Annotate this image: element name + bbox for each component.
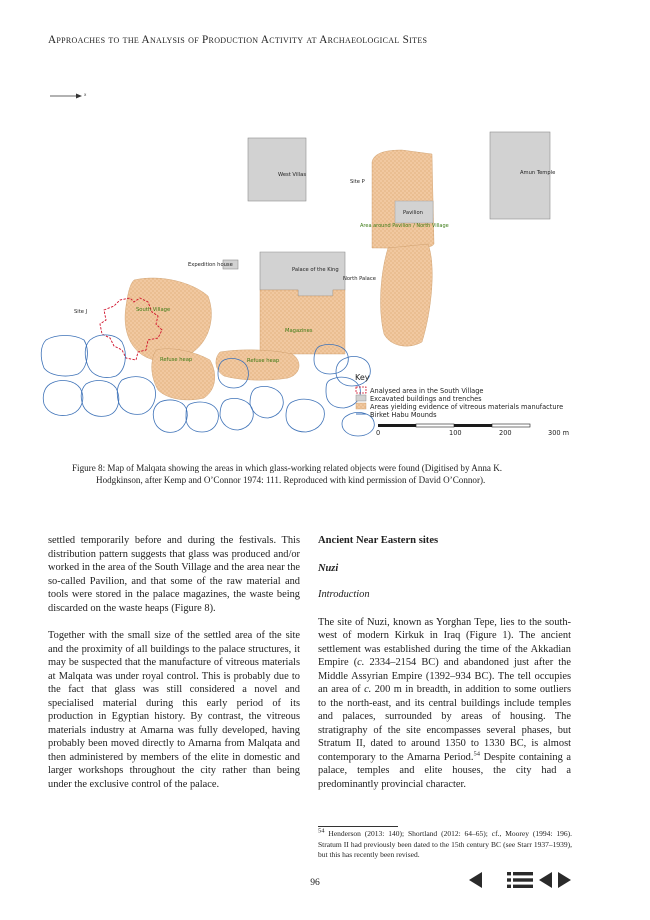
- magazines-label: Magazines: [285, 328, 313, 334]
- key-swatch-analysed: [356, 387, 366, 393]
- footnote-reference[interactable]: 54: [473, 750, 480, 758]
- scale-label-300: 300 m: [548, 429, 570, 437]
- north-arrow-label: x: [84, 92, 87, 97]
- previous-page-icon[interactable]: [536, 870, 554, 890]
- footnote: [318, 829, 572, 861]
- map-key: [355, 373, 563, 419]
- nuzi-paragraph: The site of Nuzi, known as Yorghan Tepe, lies to the south-west of modern Kirkuk in Iraq (Figure 1). The ancient settlement was established during the time of the Akkadian Empire (c. 2334–2154 BC) and abandoned just after the Middle Assyrian Empire (1392–934 BC). The tell occupies an area of c. 200 m in breadth, in addition to some outliers to the north-east, and its central buildings include temples and palaces, surrounded by areas of housing. The stratigraphy of the site encompasses several phases, but Stratum II, dated to around 1350 to 1330 BC, is almost contemporary to the Amarna Period.$^{54}$ Despite containing a palace, temples and elite houses, the city had a predominantly provincial character.: [318, 616, 571, 790]
- refuse-heap-label-1: Refuse heap: [160, 357, 193, 363]
- caption-line-1: Figure 8: Map of Malqata showing the areas in which glass-working related objects were found (Digitised by Anna K.: [72, 463, 503, 473]
- key-swatch-buildings: [356, 395, 366, 401]
- scale-bar: [376, 424, 569, 437]
- pavilion-label: Pavilion: [403, 210, 423, 216]
- west-villas-building: [248, 138, 306, 201]
- site-p-label: Site P: [350, 179, 365, 185]
- left-paragraph-2: Together with the small size of the settled area of the site and the proximity of all buildings to the palace structures, it may be suspected that the manufacture of vitreous materials at Malqata was under royal control. This is probably due to the fact that glass was still considered a novel and specialised material during this early period of its production in Egyptian history. By contrast, the vitreous materials industry at Amarna was fully developed, having probably been moved directly to Amarna from Malqata and then administered by members of the elite in domestic and larger workshops throughout the city rather than being under the exclusive control of the palace.: [48, 630, 300, 790]
- refuse-heap-area-2: [216, 350, 299, 380]
- table-of-contents-icon[interactable]: [506, 870, 534, 890]
- malqata-map-figure: [30, 84, 620, 454]
- key-item-analysed: Analysed area in the South Village: [370, 387, 484, 395]
- west-villas-label: West Villas: [278, 172, 307, 178]
- palace-king-label: Palace of the King: [292, 267, 339, 273]
- intro-title: Introduction: [318, 589, 370, 600]
- running-header: Approaches to the Analysis of Production Activity at Archaeological Sites: [48, 34, 428, 46]
- left-paragraph-1: settled temporarily before and during the festivals. This distribution pattern suggests that glass was produced and/or worked in the area of the South Village and the area near the so-called Pavilion, and that some of the raw material and tools were stored in the palace magazines, the waste being discarded on the waste heaps (Figure 8).: [48, 535, 300, 614]
- south-village-label: South Village: [136, 307, 171, 313]
- key-item-mounds: Birket Habu Mounds: [370, 411, 437, 419]
- scale-label-200: 200: [499, 429, 512, 437]
- amun-temple-label: Amun Temple: [520, 170, 556, 176]
- pavilion-north-village-area: [372, 150, 434, 248]
- north-arrow: [50, 92, 87, 99]
- scale-label-100: 100: [449, 429, 462, 437]
- footnote-text: Henderson (2013: 140); Shortland (2012: 64–65); cf., Moorey (1994: 196). Stratum II had previously been dated to the 15th century BC (see Starr 1937–1939), but this has recently been revised.: [318, 829, 572, 860]
- north-palace-label: North Palace: [343, 276, 376, 282]
- palace-king-building: [260, 252, 345, 296]
- footnote-rule: [318, 826, 398, 827]
- right-column: [318, 534, 571, 791]
- scale-label-0: 0: [376, 429, 381, 437]
- key-item-vitreous: Areas yielding evidence of vitreous materials manufacture: [370, 403, 564, 411]
- site-j-label: Site J: [74, 309, 88, 315]
- caption-line-2: Hodgkinson, after Kemp and O’Connor 1974: 111. Reproduced with kind permission of David O’Connor).: [96, 475, 486, 486]
- figure-caption: [72, 462, 572, 486]
- north-palace-area: [381, 244, 433, 346]
- key-item-buildings: Excavated buildings and trenches: [370, 395, 482, 403]
- key-swatch-vitreous: [356, 403, 366, 409]
- expedition-house-label: Expedition house: [188, 262, 233, 268]
- refuse-heap-label-2: Refuse heap: [247, 358, 280, 364]
- area-pavilion-label: Area around Pavilion / North Village: [360, 223, 449, 229]
- page-navigation: [466, 870, 574, 890]
- footnote-number: 54: [318, 827, 325, 835]
- page-number: 96: [310, 877, 320, 888]
- section-title: Ancient Near Eastern sites: [318, 535, 439, 546]
- first-page-icon[interactable]: [466, 870, 484, 890]
- key-title: Key: [355, 373, 370, 382]
- subsection-title: Nuzi: [318, 562, 339, 574]
- next-page-icon[interactable]: [556, 870, 574, 890]
- left-column: [48, 534, 300, 791]
